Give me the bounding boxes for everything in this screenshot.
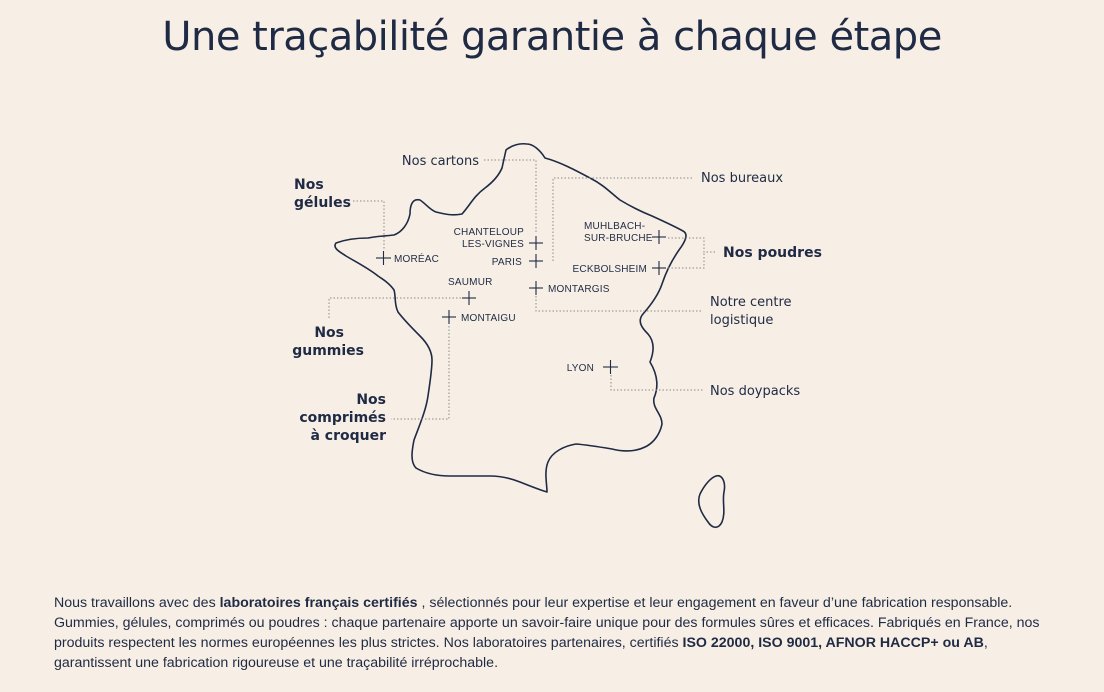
marker-lyon (603, 360, 618, 374)
callout-logistique-line1: Notre centre (710, 295, 792, 310)
callout-nos-gummies-line2: gummies (292, 343, 364, 359)
leader-cartons (484, 160, 536, 232)
city-chanteloup-line2: LES-VIGNES (461, 239, 524, 250)
marker-moreac (376, 251, 391, 265)
marker-paris (529, 254, 543, 268)
callout-comprimes-line3: à croquer (310, 428, 386, 444)
marker-montaigu (442, 310, 456, 324)
callout-nos-poudres: Nos poudres (723, 245, 822, 261)
marker-eckbolsheim (652, 261, 666, 275)
marker-montargis (529, 281, 543, 295)
city-eckbolsheim: ECKBOLSHEIM (572, 264, 647, 275)
city-montaigu: MONTAIGU (461, 313, 516, 324)
marker-chanteloup (529, 236, 543, 250)
callout-nos-cartons: Nos cartons (401, 154, 479, 169)
description-paragraph (54, 593, 1056, 673)
callout-comprimes-line2: comprimés (299, 410, 386, 426)
description-part-3: , garantissent une fabrication rigoureuse et une traçabilité irréprochable. (54, 635, 988, 671)
marker-saumur (462, 291, 476, 305)
city-lyon: LYON (566, 363, 594, 374)
city-muhlbach-line1: MUHLBACH- (584, 221, 646, 232)
description-part-2: , sélectionnés pour leur expertise et leur engagement en faveur d’une fabrication responsable. Gummies, gélules, comprimés ou poudres : chaque partenaire apporte un savoir-faire unique pour des formules sûres et efficaces. Fabriqués en France, nos produits respectent les normes européennes les plus strictes. Nos laboratoires partenaires, certifiés (54, 595, 1040, 651)
leader-logistique (536, 296, 703, 311)
corsica-outline (699, 476, 725, 528)
leader-comprimes (391, 326, 449, 419)
description-part-1: Nous travaillons avec des (54, 595, 220, 611)
leader-poudres-top (668, 238, 716, 252)
callout-nos-doypacks: Nos doypacks (710, 384, 801, 399)
city-muhlbach-line2: SUR-BRUCHE (584, 233, 653, 244)
leader-gelules (353, 201, 384, 250)
leader-bureaux (553, 178, 692, 262)
description-bold-labs: laboratoires français certifiés (219, 595, 418, 611)
city-moreac: MORÉAC (394, 254, 440, 265)
callout-nos-bureaux: Nos bureaux (701, 171, 784, 186)
city-saumur: SAUMUR (448, 277, 493, 288)
callout-nos-gelules-line2: gélules (294, 195, 351, 211)
callout-logistique-line2: logistique (710, 313, 774, 328)
callout-nos-gelules-line1: Nos (294, 177, 324, 193)
callout-comprimes-line1: Nos (356, 392, 386, 408)
city-paris: PARIS (491, 257, 522, 268)
city-montargis: MONTARGIS (548, 284, 610, 295)
description-bold-certifications: ISO 22000, ISO 9001, AFNOR HACCP+ ou AB (682, 635, 984, 651)
page-title: Une traçabilité garantie à chaque étape (162, 14, 942, 60)
city-chanteloup-line1: CHANTELOUP (453, 227, 524, 238)
callout-nos-gummies-line1: Nos (314, 325, 344, 341)
marker-muhlbach (652, 230, 666, 244)
